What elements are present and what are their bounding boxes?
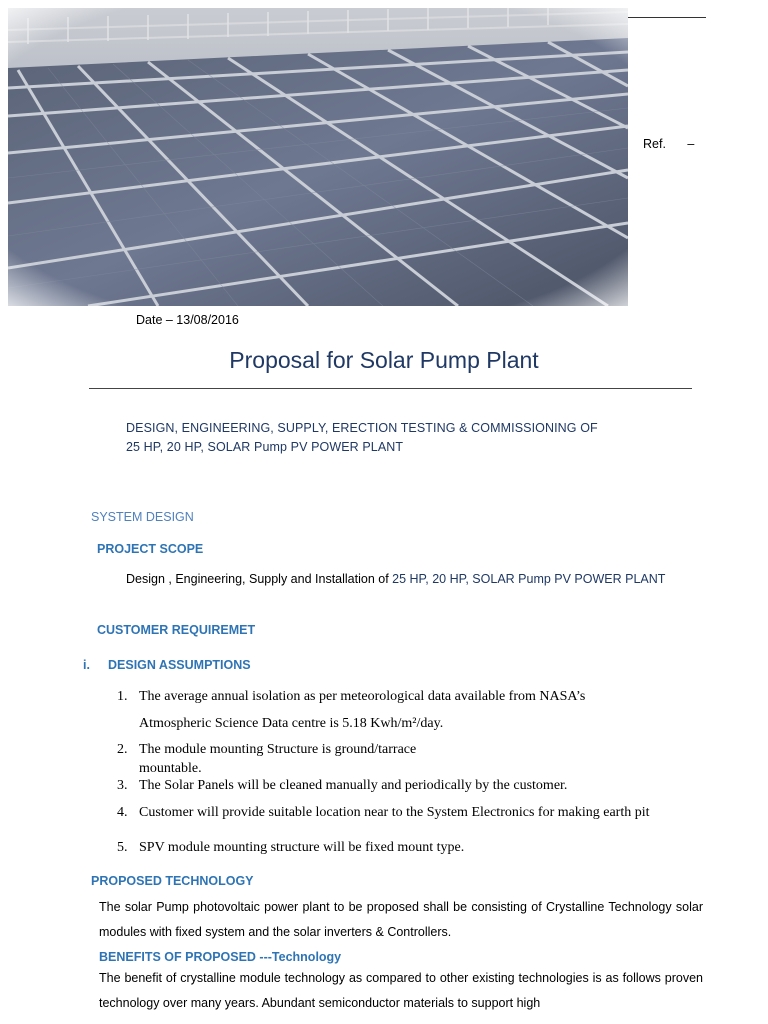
- title-rule: [89, 388, 692, 389]
- list-item-text: SPV module mounting structure will be fixed mount type.: [139, 840, 465, 855]
- solar-panels-photo: [8, 8, 628, 306]
- design-assumptions-marker: i.: [83, 658, 90, 672]
- list-item-text: The average annual isolation as per meteorological data available from NASA’s: [139, 689, 586, 704]
- reference: [643, 137, 694, 151]
- ref-label: Ref.: [643, 137, 666, 151]
- list-item: [117, 742, 416, 758]
- benefits-text: The benefit of crystalline module technology as compared to other existing technologies is as follows proven technology over many years. Abundant semiconductor materials to support high: [99, 971, 703, 1010]
- list-item-continuation: mountable.: [139, 761, 202, 776]
- project-scope-highlight: 25 HP, 20 HP, SOLAR Pump PV POWER PLANT: [392, 572, 666, 586]
- project-scope-prefix: Design , Engineering, Supply and Installation of: [126, 572, 393, 586]
- proposed-technology-heading: PROPOSED TECHNOLOGY: [91, 874, 254, 888]
- list-item-number: 3.: [117, 778, 128, 793]
- document-title: Proposal for Solar Pump Plant: [229, 347, 539, 373]
- list-item: [117, 689, 585, 705]
- list-item-number: 4.: [117, 805, 128, 820]
- list-item-number: 1.: [117, 689, 128, 704]
- system-design-heading: SYSTEM DESIGN: [91, 510, 194, 524]
- list-item-text: The module mounting Structure is ground/tarrace: [139, 742, 417, 757]
- list-item-text: Customer will provide suitable location near to the System Electronics for making earth pit: [139, 805, 650, 820]
- document-date: Date – 13/08/2016: [136, 313, 239, 327]
- list-item-number: 5.: [117, 840, 128, 855]
- list-item-text: The Solar Panels will be cleaned manually and periodically by the customer.: [139, 778, 568, 793]
- header-rule: [628, 17, 706, 18]
- customer-requirement-heading: CUSTOMER REQUIREMET: [97, 623, 256, 637]
- proposed-technology-text: The solar Pump photovoltaic power plant to be proposed shall be consisting of Crystalline Technology solar modules with fixed system and the solar inverters & Controllers.: [99, 900, 703, 939]
- list-item: [117, 778, 567, 794]
- list-item: [117, 840, 464, 856]
- benefits-heading: BENEFITS OF PROPOSED ---Technology: [99, 950, 342, 964]
- design-assumptions-heading: DESIGN ASSUMPTIONS: [108, 658, 251, 672]
- subheading-line-1: DESIGN, ENGINEERING, SUPPLY, ERECTION TESTING & COMMISSIONING OF: [126, 421, 598, 435]
- list-item-number: 2.: [117, 742, 128, 757]
- subheading-line-2: 25 HP, 20 HP, SOLAR Pump PV POWER PLANT: [126, 440, 404, 454]
- project-scope-text: [126, 572, 665, 586]
- list-item-continuation: Atmospheric Science Data centre is 5.18 Kwh/m²/day.: [139, 716, 444, 731]
- ref-value: –: [687, 137, 695, 151]
- project-scope-heading: PROJECT SCOPE: [97, 542, 204, 556]
- list-item: [117, 805, 650, 821]
